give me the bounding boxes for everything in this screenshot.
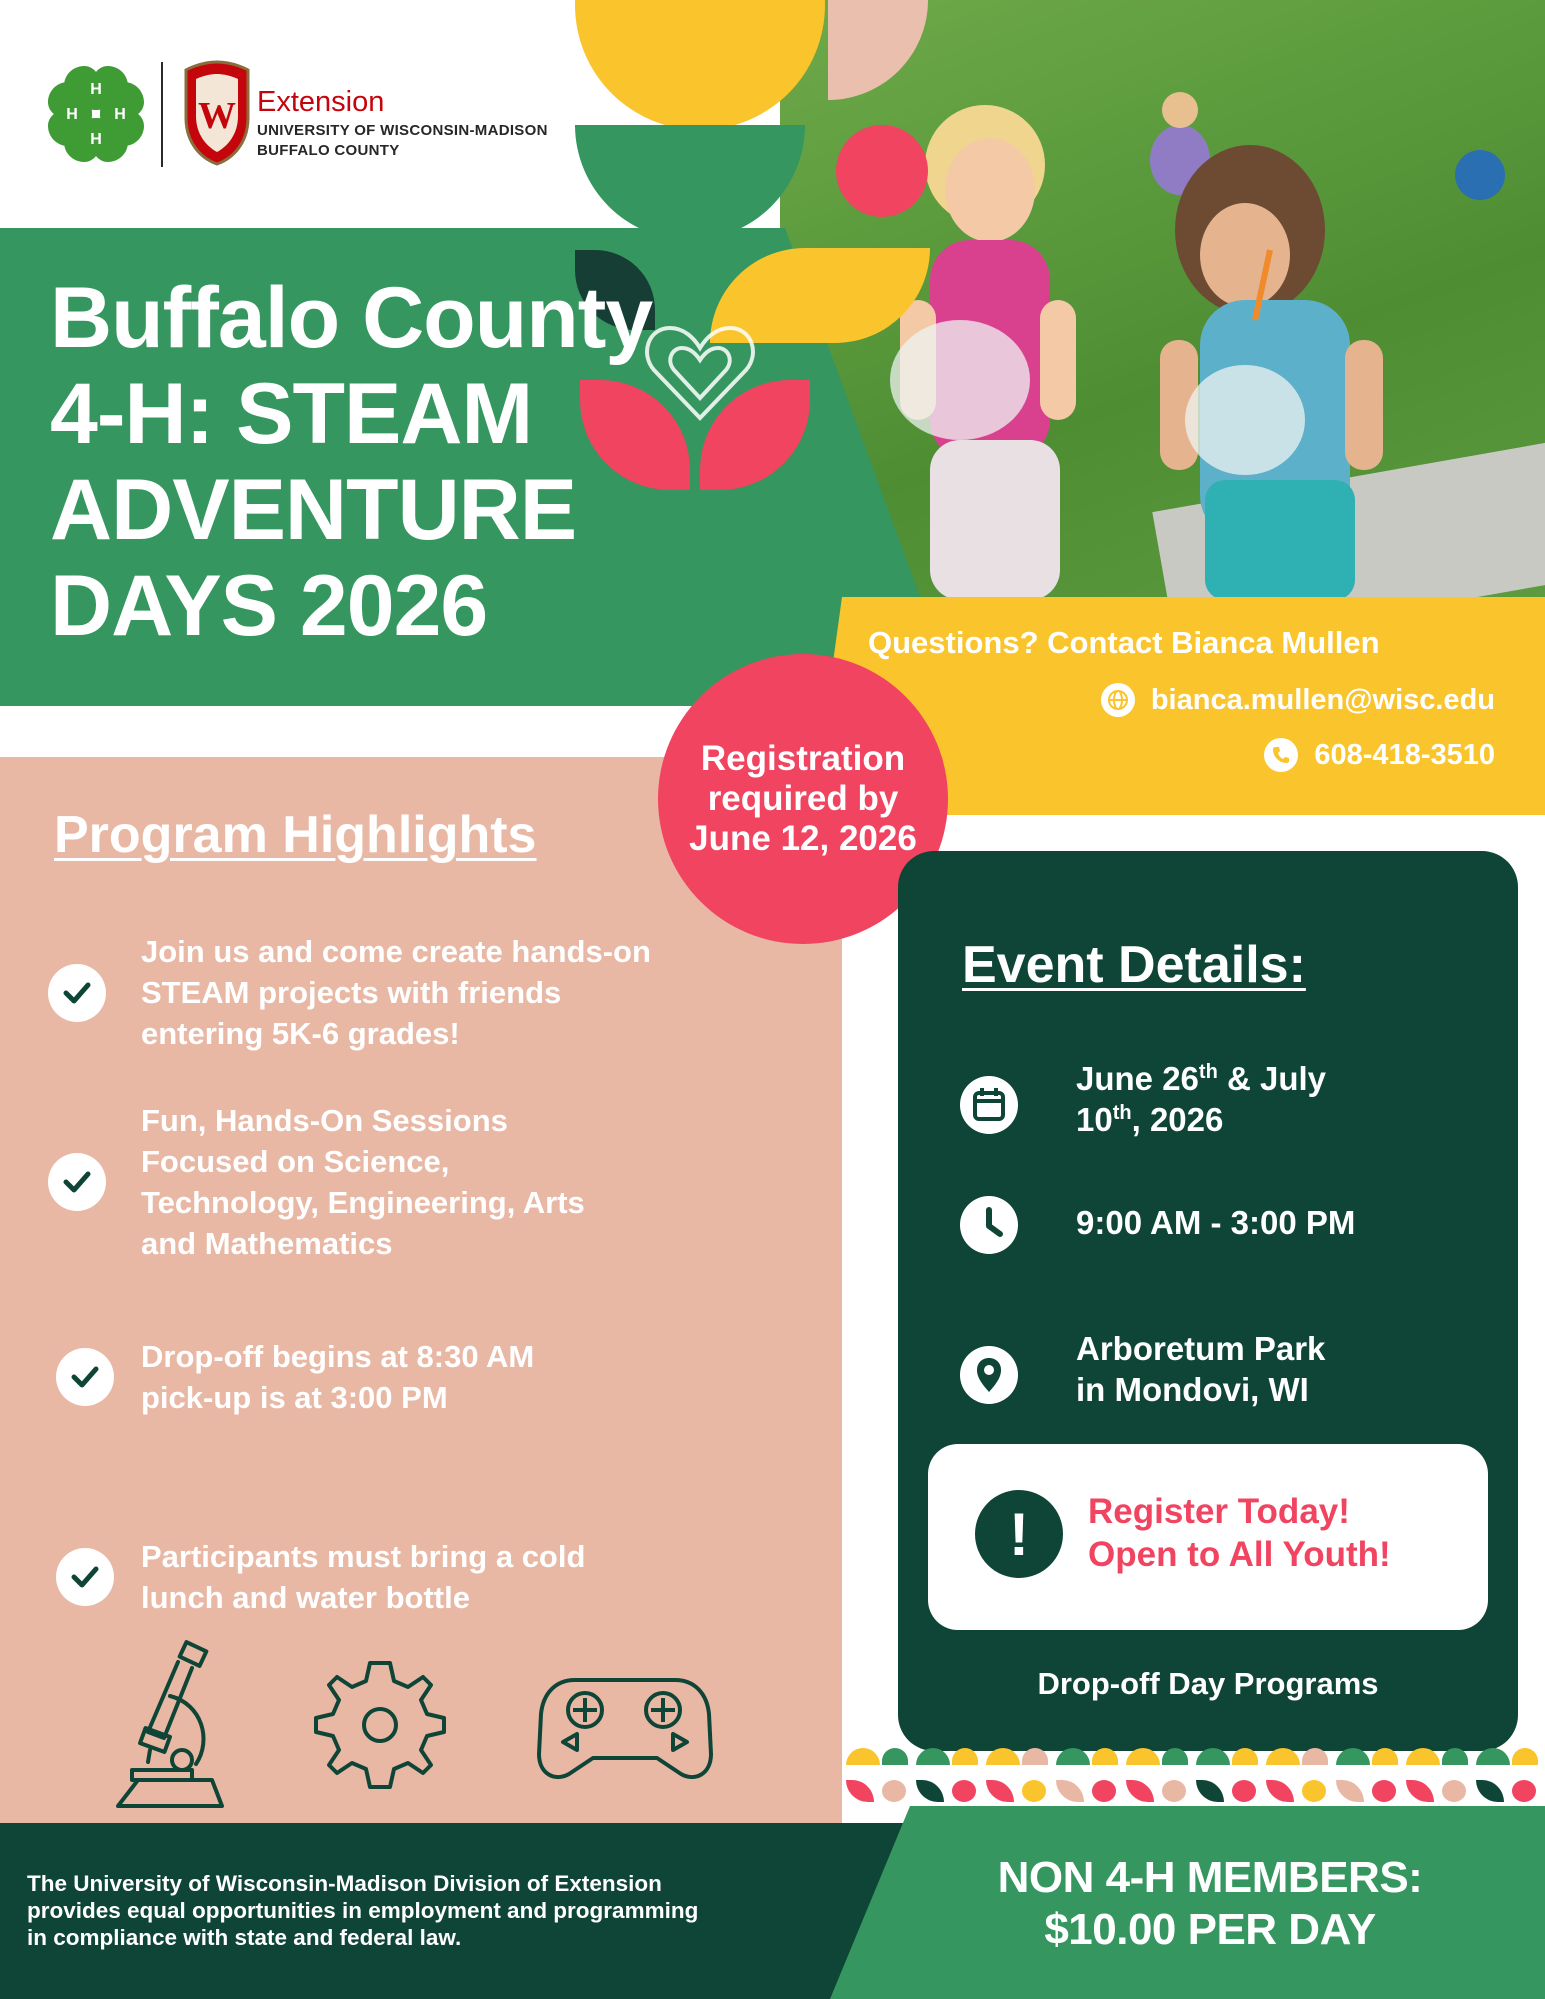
contact-phone-row[interactable]	[1264, 738, 1495, 772]
pattern-shape	[1232, 1780, 1256, 1802]
pattern-shape	[1126, 1780, 1154, 1802]
title-line-4: DAYS 2026	[50, 558, 488, 654]
check-icon	[56, 1548, 114, 1606]
university-name: UNIVERSITY OF WISCONSIN-MADISON	[257, 122, 548, 139]
event-time-row	[960, 1202, 1355, 1254]
pattern-shape	[1442, 1748, 1468, 1765]
title-line-2: 4-H: STEAM	[50, 366, 533, 462]
logo-divider	[161, 62, 163, 167]
svg-text:H: H	[66, 106, 78, 123]
pattern-shape	[1266, 1780, 1294, 1802]
highlight-text: Participants must bring a cold lunch and water bottle	[141, 1539, 586, 1615]
gear-icon	[310, 1655, 450, 1795]
pattern-shape	[1266, 1748, 1300, 1765]
highlight-text: Drop-off begins at 8:30 AM pick-up is at 3:00 PM	[141, 1339, 535, 1415]
pattern-shape	[952, 1748, 978, 1765]
game-controller-icon	[535, 1670, 715, 1790]
registration-line-3: June 12, 2026	[689, 819, 917, 858]
pattern-shape	[1512, 1748, 1538, 1765]
pattern-unit	[1402, 1748, 1472, 1806]
pattern-shape	[916, 1748, 950, 1765]
pattern-shape	[1336, 1748, 1370, 1765]
county-name: BUFFALO COUNTY	[257, 142, 400, 159]
event-date-ordinal: th	[1112, 1102, 1132, 1124]
event-date-part: , 2026	[1131, 1101, 1224, 1138]
contact-heading: Questions? Contact Bianca Mullen	[868, 625, 1380, 660]
pattern-shape	[1302, 1780, 1326, 1802]
decorative-shape	[836, 125, 928, 217]
registration-line-2: required by	[707, 779, 899, 818]
pattern-shape	[1056, 1748, 1090, 1765]
svg-text:H: H	[90, 81, 102, 98]
pattern-shape	[952, 1780, 976, 1802]
pattern-unit	[1122, 1748, 1192, 1806]
dropoff-programs-label: Drop-off Day Programs	[1037, 1666, 1379, 1701]
pattern-shape	[1056, 1780, 1084, 1802]
non-member-price: NON 4-H MEMBERS: $10.00 PER DAY	[997, 1853, 1423, 1954]
pattern-shape	[1022, 1748, 1048, 1765]
pattern-shape	[1372, 1748, 1398, 1765]
event-date-ordinal: th	[1198, 1061, 1218, 1083]
pattern-shape	[1406, 1748, 1440, 1765]
event-place-row	[960, 1328, 1325, 1410]
equal-opportunity-statement: The University of Wisconsin-Madison Division of Extension provides equal opportunities in employment and programming in compliance with state and federal law.	[27, 1871, 699, 1950]
pattern-shape	[1476, 1780, 1504, 1802]
pattern-shape	[986, 1780, 1014, 1802]
pattern-unit	[982, 1748, 1052, 1806]
pattern-shape	[882, 1780, 906, 1802]
event-place: Arboretum Park in Mondovi, WI	[1076, 1330, 1326, 1408]
pattern-unit	[1472, 1748, 1542, 1806]
pattern-shape	[846, 1748, 880, 1765]
event-date	[1076, 1058, 1326, 1140]
contact-email[interactable]: bianca.mullen@wisc.edu	[1150, 683, 1495, 716]
pattern-shape	[1336, 1780, 1364, 1802]
pattern-shape	[1232, 1748, 1258, 1765]
pattern-shape	[846, 1780, 874, 1802]
highlight-text: Fun, Hands-On Sessions Focused on Science, Technology, Engineering, Arts and Mathematics	[141, 1103, 585, 1261]
event-date-part: & July	[1217, 1060, 1326, 1097]
event-date-part: June 26	[1076, 1060, 1199, 1097]
pattern-shape	[1512, 1780, 1536, 1802]
extension-name: Extension	[257, 86, 385, 118]
check-icon	[48, 964, 106, 1022]
title-line-1: Buffalo County	[50, 270, 653, 366]
pattern-shape	[1196, 1780, 1224, 1802]
microscope-icon	[112, 1640, 232, 1810]
highlight-item	[56, 1536, 796, 1618]
pattern-shape	[1372, 1780, 1396, 1802]
heart-outline-icon	[640, 318, 760, 428]
highlight-item	[48, 1100, 788, 1264]
pattern-shape	[1406, 1780, 1434, 1802]
uw-crest-icon	[180, 60, 254, 166]
calendar-icon	[960, 1076, 1018, 1134]
pattern-unit	[1262, 1748, 1332, 1806]
pattern-shape	[1302, 1748, 1328, 1765]
check-icon	[48, 1153, 106, 1211]
event-details-title: Event Details:	[962, 936, 1306, 994]
pattern-shape	[1162, 1748, 1188, 1765]
register-text[interactable]: Register Today! Open to All Youth!	[1088, 1492, 1391, 1574]
location-pin-icon	[960, 1346, 1018, 1404]
event-time: 9:00 AM - 3:00 PM	[1076, 1204, 1356, 1241]
pattern-shape	[1092, 1780, 1116, 1802]
check-icon	[56, 1348, 114, 1406]
svg-text:H: H	[114, 106, 126, 123]
pattern-shape	[1196, 1748, 1230, 1765]
pattern-unit	[1192, 1748, 1262, 1806]
exclamation-icon: !	[975, 1490, 1063, 1578]
globe-icon	[1101, 683, 1135, 717]
pattern-shape	[1442, 1780, 1466, 1802]
pattern-unit	[842, 1748, 912, 1806]
four-h-clover-icon	[40, 58, 152, 170]
decorative-pattern	[842, 1748, 1545, 1806]
highlight-item	[56, 1336, 796, 1418]
pattern-shape	[986, 1748, 1020, 1765]
pattern-shape	[1476, 1748, 1510, 1765]
highlight-text: Join us and come create hands-on STEAM projects with friends entering 5K-6 grades!	[141, 934, 651, 1051]
title-line-3: ADVENTURE	[50, 462, 577, 558]
svg-text:H: H	[90, 131, 102, 148]
contact-phone[interactable]: 608-418-3510	[1314, 738, 1495, 771]
pattern-shape	[1092, 1748, 1118, 1765]
pattern-unit	[1332, 1748, 1402, 1806]
registration-line-1: Registration	[700, 739, 906, 778]
pattern-shape	[916, 1780, 944, 1802]
pattern-unit	[1052, 1748, 1122, 1806]
event-date-row	[960, 1058, 1326, 1140]
pattern-shape	[1022, 1780, 1046, 1802]
clock-icon	[960, 1196, 1018, 1254]
svg-text:W: W	[198, 95, 236, 137]
highlight-item	[48, 931, 788, 1054]
phone-icon	[1264, 738, 1298, 772]
pattern-shape	[882, 1748, 908, 1765]
pattern-shape	[1126, 1748, 1160, 1765]
pattern-shape	[1162, 1780, 1186, 1802]
contact-email-row[interactable]	[1101, 683, 1495, 717]
pattern-unit	[912, 1748, 982, 1806]
program-highlights-title: Program Highlights	[54, 806, 537, 864]
event-date-part: 10	[1076, 1101, 1113, 1138]
